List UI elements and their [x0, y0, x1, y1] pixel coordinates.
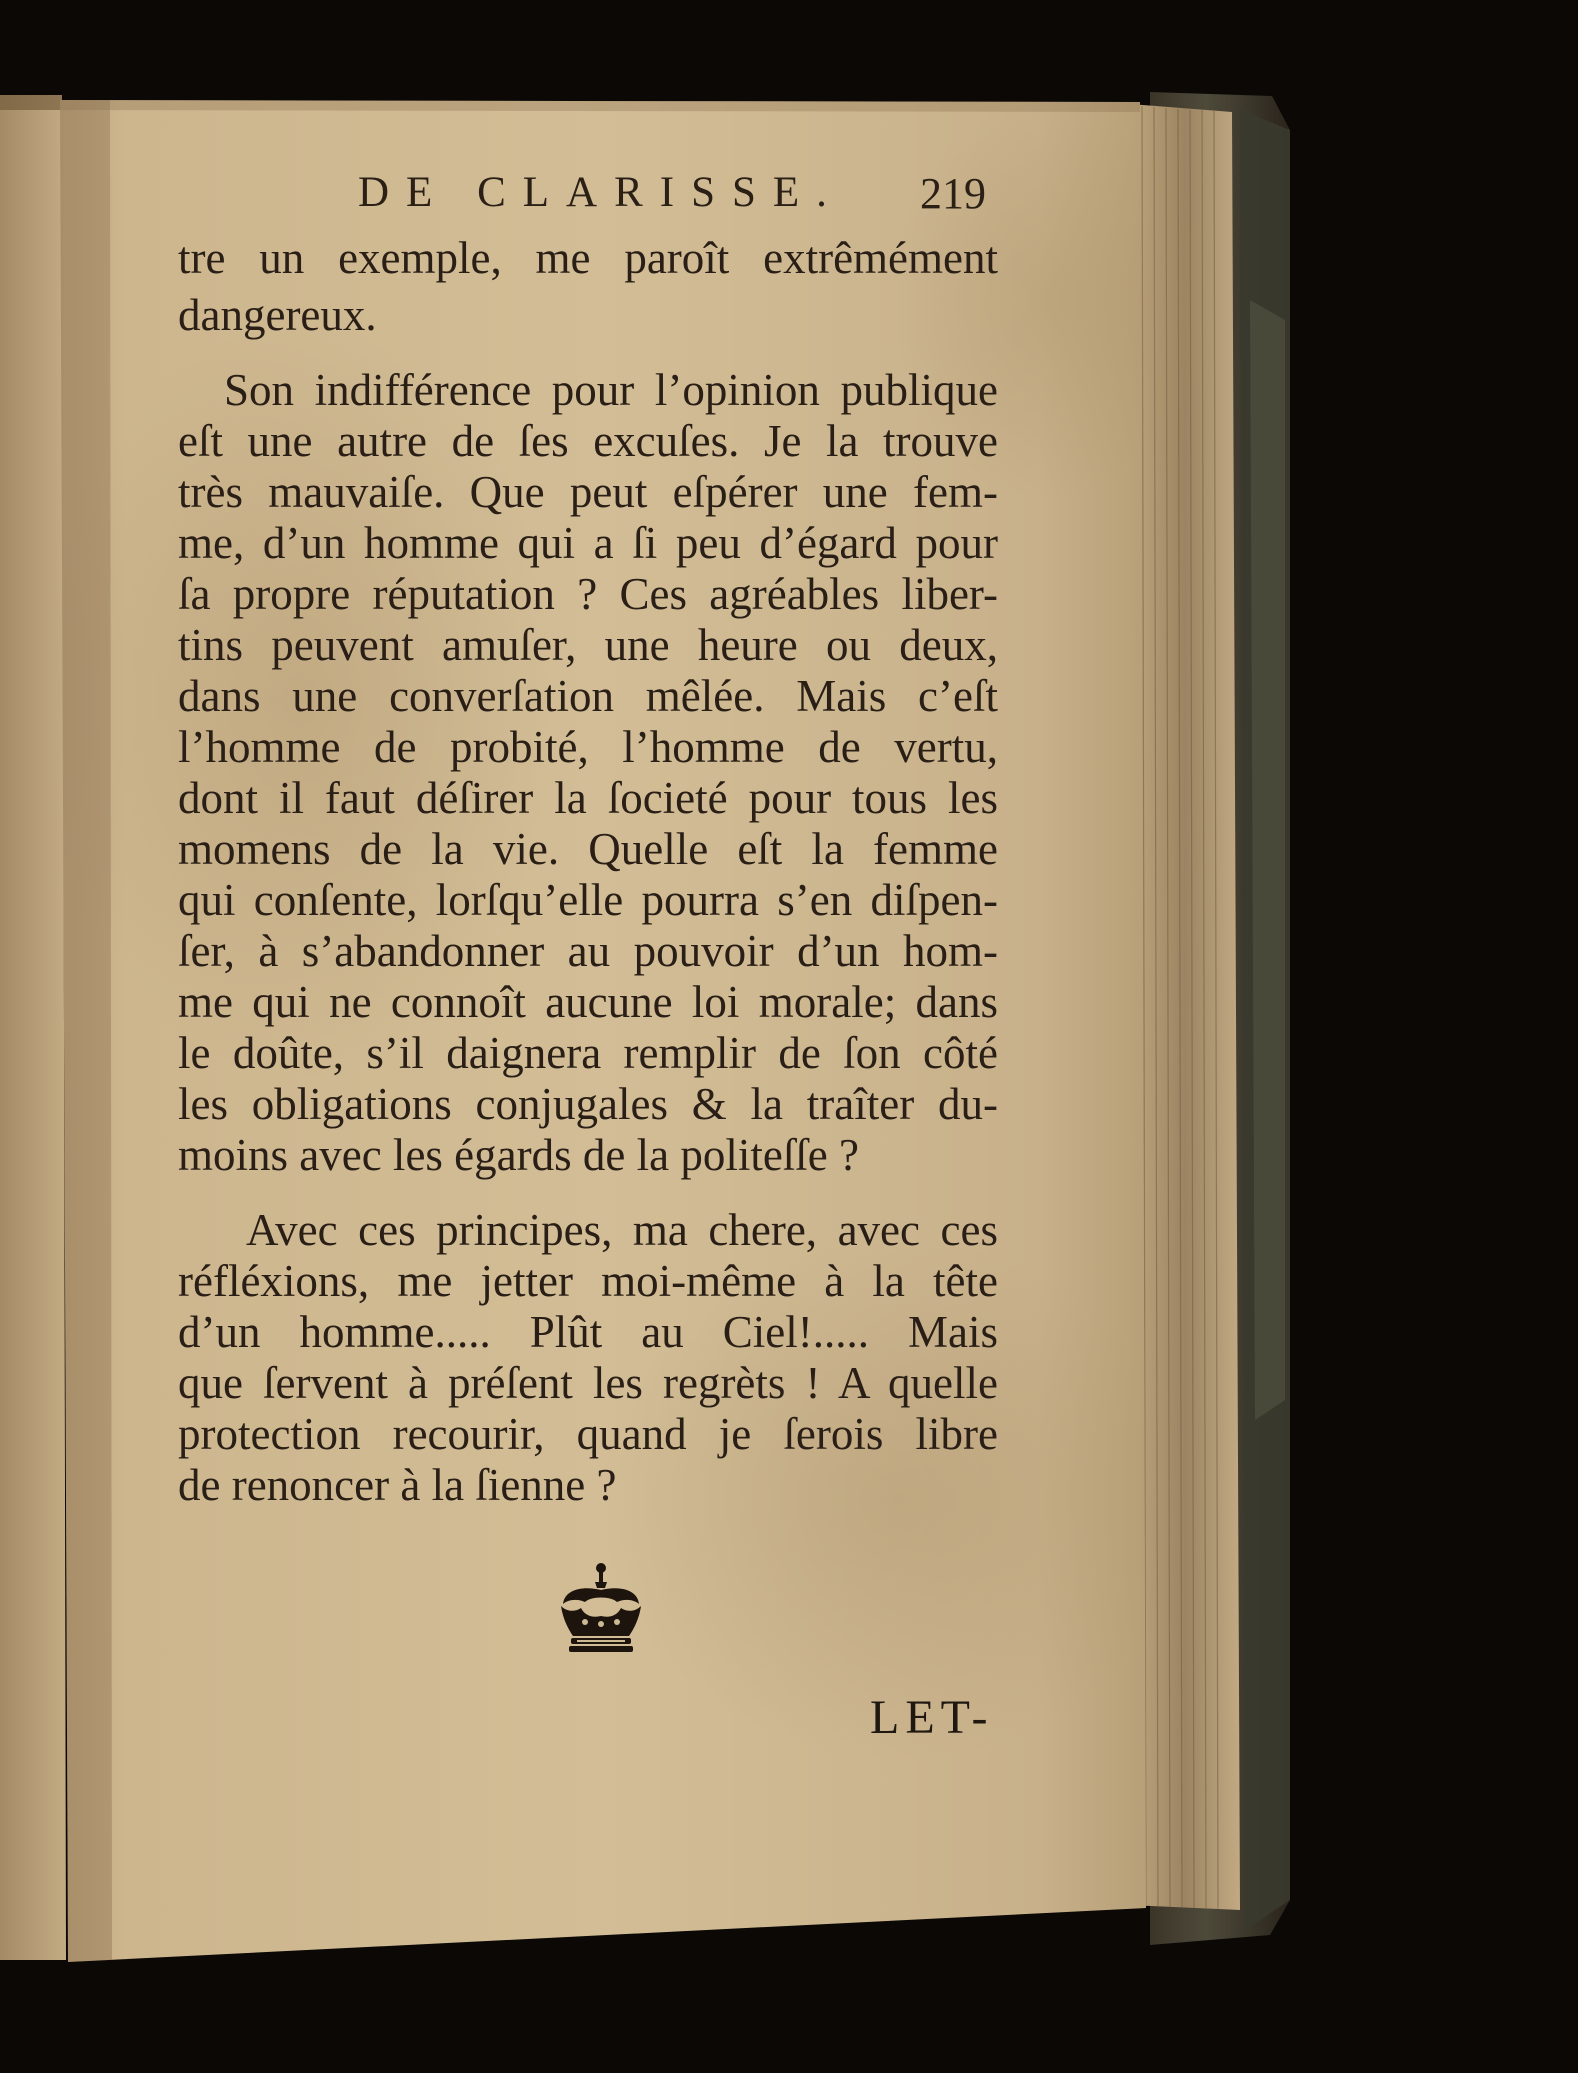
text-line: le doûte, s’il daignera remplir de ſon côté: [178, 1028, 998, 1078]
text-line: momens de la vie. Quelle eſt la femme: [178, 824, 998, 874]
text-line: moins avec les égards de la politeſſe ?: [178, 1130, 859, 1180]
text-line: tins peuvent amuſer, une heure ou deux,: [178, 620, 998, 670]
text-line: que ſervent à préſent les regrèts ! A quelle: [178, 1358, 998, 1408]
running-head-title: DE CLARISSE.: [358, 169, 844, 216]
text-line: l’homme de probité, l’homme de vertu,: [178, 722, 998, 772]
text-line: dans une converſation mêlée. Mais c’eſt: [178, 671, 998, 721]
running-head: [0, 168, 1578, 224]
text-line: de renoncer à la ſienne ?: [178, 1460, 617, 1510]
text-line: dont il faut déſirer la ſocieté pour tous les: [178, 773, 998, 823]
text-line: réfléxions, me jetter moi-même à la tête: [178, 1256, 998, 1306]
crown-ornament-icon: [555, 1560, 647, 1656]
text-line: Avec ces principes, ma chere, avec ces: [246, 1205, 998, 1255]
text-line: Son indifférence pour l’opinion publique: [224, 365, 998, 415]
text-line: tre un exemple, me paroît extrêmément: [178, 233, 998, 283]
text-line: me qui ne connoît aucune loi morale; dans: [178, 977, 998, 1027]
text-line: protection recourir, quand je ſerois libre: [178, 1409, 998, 1459]
text-line: d’un homme..... Plût au Ciel!..... Mais: [178, 1307, 998, 1357]
text-line: eſt une autre de ſes excuſes. Je la trouve: [178, 416, 998, 466]
text-line: très mauvaiſe. Que peut eſpérer une fem-: [178, 467, 998, 517]
text-line: me, d’un homme qui a ſi peu d’égard pour: [178, 518, 998, 568]
text-line: qui conſente, lorſqu’elle pourra s’en diſpen-: [178, 875, 998, 925]
page-number: 219: [920, 169, 986, 218]
text-line: dangereux.: [178, 290, 377, 340]
text-line: ſer, à s’abandonner au pouvoir d’un hom-: [178, 926, 998, 976]
text-line: les obligations conjugales & la traîter du-: [178, 1079, 998, 1129]
catchword: LET-: [870, 1691, 994, 1744]
text-line: ſa propre réputation ? Ces agréables liber-: [178, 569, 998, 619]
left-page-edge: [0, 95, 66, 1960]
